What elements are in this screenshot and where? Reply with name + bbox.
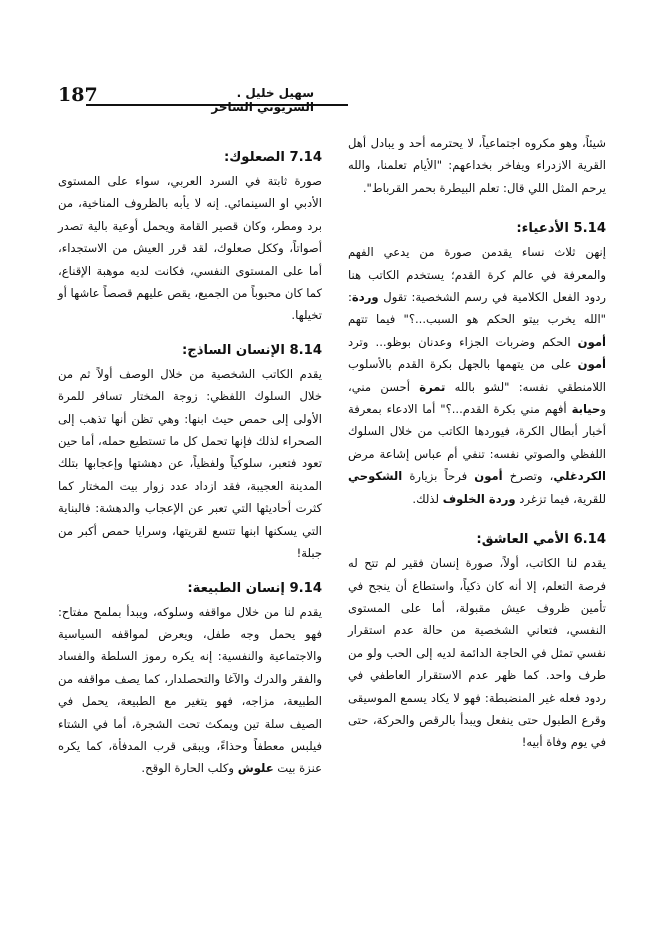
page-number: 187 — [58, 84, 98, 106]
text-run: وكلب الحارة الوقح. — [141, 761, 238, 776]
character-name: الشكوحي — [348, 469, 403, 484]
intro-paragraph: شيئاً، وهو مكروه اجتماعياً، لا يحترمه أحد و يبادل أهل القرية الازدراء ويفاخر بخداعهم: "الأيام تعلمنا، والله يرحم المثل اللي قال: تعلم البيطرة بحمر القرباط". — [348, 136, 606, 195]
text-run: إنهن ثلاث نساء يقدمن صورة من يدعي الفهم والمعرفة في عالم كرة القدم؛ يستخدم الكاتب هنا ردود الفعل الكلامية في رسم الشخصية: تقول — [348, 245, 606, 305]
text-run: لذلك. — [412, 491, 443, 506]
section-heading: 8.14 الإنسان الساذج: — [181, 342, 322, 358]
section-heading: 6.14 الأمي العاشق: — [476, 532, 606, 548]
character-name: وردة — [351, 290, 379, 305]
text-run: على من يتهمها بالجهل بكرة القدم بالأسلوب اللامنطقي نفسه: "لشو بالله — [348, 357, 606, 394]
character-name: أمون — [577, 334, 606, 349]
header-rule — [86, 104, 348, 106]
section-paragraph: يقدم لنا الكاتب، أولاً، صورة إنسان فقير لم تتح له فرصة التعلم، إلا أنه كان ذكياً، واستطاع أن ينجح في تأمين ظروف عيش مقبولة، أما على المستوى النفسي، فتعاني الشخصية من حالة عدم استقرار نفسي تمثل في الحاجة الدائمة لديه إلى الحب ولو من طرف واحد. كما ظهر عدم الاستقرار العاطفي في ردود فعله غير المنضبطة: فهو لا يكاد يسمع الموسيقى وقرع الطبول حتى ينفعل ويبدأ بالرقص والحركة، حتى في يوم وفاة أبيه! — [348, 556, 606, 750]
text-run: يقدم لنا من خلال مواقفه وسلوكه، ويبدأ بملمح مفتاح: فهو يحمل وجه طفل، ويعرض لمواقفه السياسية والاجتماعية والنفسية: إنه يكره رموز السلطة والفساد والفقر والدرك والآغا والتحصلدار، كما يصف مواقفه من الطبيعة، مزاجه، فهو يتغير مع الطبيعة، يحمل في الصيف سلة تين ويمكث تحت الشجرة، أما في الشتاء فيلبس معطفاً وحذاءً، ويبقى قرب المدفأة، كما يكره عنزة بيت — [58, 604, 322, 776]
character-name: تمرة — [419, 379, 446, 394]
section-paragraph: صورة ثابتة في السرد العربي، سواء على المستوى الأدبي او السينمائي. إنه لا يأبه بالظروف المناخية، من برد ومطر، وكان قصير القامة ويحمل أوعية بالية تصدر أصواتاً، وككل صعلوك، لقد قرر العيش من الاستجداء، أما على المستوى النفسي، فكانت لديه موهبة الإقناع، كما كان محبوباً من الجميع، يقص عليهم قصصاً عاشها أو تخيلها. — [58, 174, 322, 323]
running-title: سهيل خليل . السريوني الساخر — [211, 86, 314, 114]
section-paragraph — [58, 601, 322, 780]
text-run: أفهم مني بكرة القدم...؟" أما الادعاء بمعرفة أخبار أبطال الكرة، فيوردها الكاتب من خلال السلوك اللفظي والصوتي نفسه: تنفي أم عباس إشاعة مرض — [348, 402, 606, 461]
character-name: علوش — [237, 761, 274, 776]
text-run: الحكم وضربات الجزاء وعدنان بوظو... وترد — [348, 334, 578, 349]
text-run: : "الله يخرب بيتو الحكم هو السبب...؟" فيما تتهم — [348, 290, 606, 327]
text-run: أحسن مني، و — [348, 379, 606, 417]
character-name: أمون — [577, 357, 606, 372]
text-run: فرحاً بزيارة — [402, 469, 475, 484]
section-heading: 9.14 إنسان الطبيعة: — [187, 580, 322, 596]
section-heading: 7.14 الصعلوك: — [223, 150, 322, 165]
text-run: ، وتصرخ — [502, 469, 554, 484]
right-column — [348, 132, 606, 754]
text-run: للقرية، فيما تزغرد — [515, 491, 606, 506]
character-name: أمون — [474, 469, 503, 484]
section-heading: 5.14 الأدعياء: — [516, 221, 606, 237]
left-column — [58, 146, 322, 780]
character-name: حيابة — [571, 402, 601, 417]
section-paragraph — [348, 241, 606, 510]
character-name: وردة الخلوف — [442, 491, 516, 506]
section-paragraph: يقدم الكاتب الشخصية من خلال الوصف أولاً ثم من خلال السلوك اللفظي: زوجة المختار تسافر للمرة الأولى إلى حمص حيث ابنها: وهي تظن أنها تذهب إلى الصحراء لذلك فإنها تحمل كل ما تستطيع حمله، أما حين تعود فتعبر، سلوكياً ولفظياً، عن دهشتها وإعجابها بتلك المدينة العجيبة، فقد ازداد عدد زوار بيت المختار كما كثرت أحاديثها التي تعبر عن الإعجاب والدهشة: فالبناية التي يسكنها ابنها تتسع لقريتها، وسرايا حمص أكبر من جبلة! — [58, 366, 322, 561]
character-name: الكردغلي — [553, 469, 606, 484]
